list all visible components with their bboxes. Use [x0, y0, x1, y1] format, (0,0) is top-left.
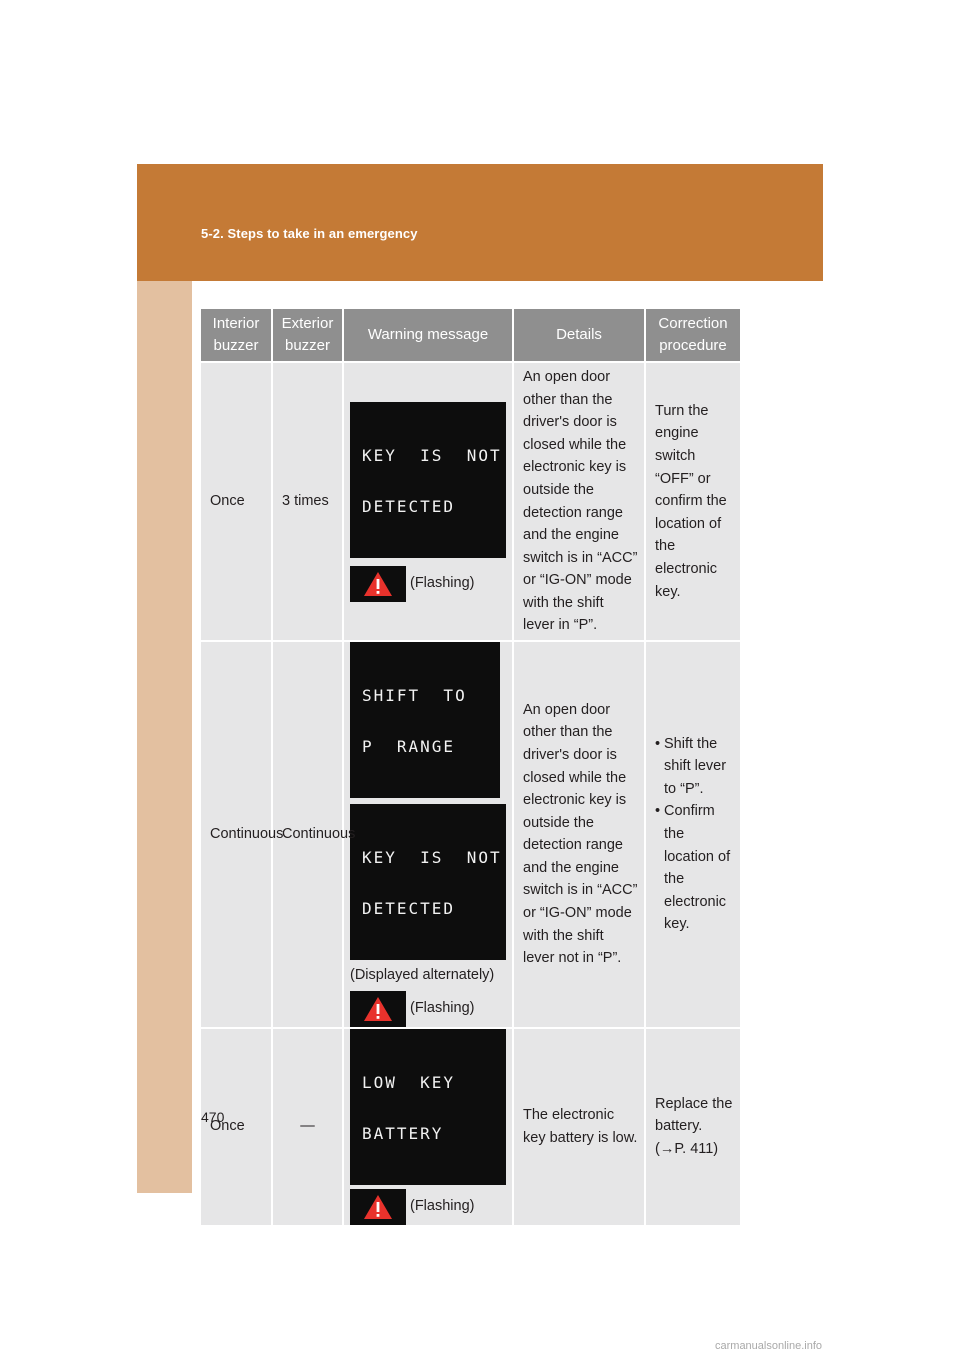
correction-cell [645, 641, 740, 1028]
alternate-note: (Displayed alternately) [350, 967, 495, 983]
watermark: carmanualsonline.info [715, 1340, 823, 1352]
interior-buzzer-cell: Continuous [201, 641, 272, 1028]
lcd-display: KEY IS NOT DETECTED [350, 402, 506, 558]
section-title: 5-2. Steps to take in an emergency [201, 226, 418, 241]
lcd-display: LOW KEY BATTERY [350, 1029, 506, 1185]
column-header: Exterior buzzer [272, 309, 343, 362]
details-cell: An open door other than the driver's door is closed while the electronic key is outside the detection range and the engine switch is in “ACC” or “IG-ON” mode with the shift lever in “P”. [513, 362, 645, 641]
exterior-buzzer-cell: Continuous [272, 641, 343, 1028]
warning-message-cell [343, 641, 513, 1028]
details-cell: The electronic key battery is low. [513, 1028, 645, 1225]
warning-triangle-icon [350, 991, 406, 1027]
list-item: • Shift the shift lever to “P”. [655, 733, 734, 801]
warning-message-cell [343, 1028, 513, 1225]
table-row [201, 1028, 740, 1225]
warning-indicator [350, 566, 506, 602]
details-cell: An open door other than the driver's door is closed while the electronic key is outside the detection range and the engine switch is in “ACC” or “IG-ON” mode with the shift lever not in “P”. [513, 641, 645, 1028]
warning-triangle-icon [350, 1189, 406, 1225]
exterior-buzzer-cell: — [272, 1028, 343, 1225]
flashing-label: (Flashing) [410, 575, 475, 592]
warning-indicator [350, 1189, 506, 1225]
interior-buzzer-cell: Once [201, 362, 272, 641]
side-strip [137, 281, 192, 1193]
column-header: Details [513, 309, 645, 362]
lcd-display: KEY IS NOT DETECTED [350, 804, 506, 960]
section-header-band [137, 164, 823, 281]
warning-indicator [350, 991, 506, 1027]
table-header-row [201, 309, 740, 362]
interior-buzzer-cell: Once [201, 1028, 272, 1225]
column-header: Warning message [343, 309, 513, 362]
column-header: Interior buzzer [201, 309, 272, 362]
warning-message-cell [343, 362, 513, 641]
lcd-display: SHIFT TO P RANGE [350, 642, 500, 798]
table-row [201, 641, 740, 1028]
list-item: • Confirm the location of the electronic key. [655, 800, 734, 936]
column-header: Correction procedure [645, 309, 740, 362]
exterior-buzzer-cell: 3 times [272, 362, 343, 641]
flashing-label: (Flashing) [410, 1198, 475, 1215]
flashing-label: (Flashing) [410, 1000, 475, 1017]
correction-cell: Replace the battery. (→P. 411) [645, 1028, 740, 1225]
warning-triangle-icon [350, 566, 406, 602]
warning-table [201, 309, 740, 1225]
correction-cell: Turn the engine switch “OFF” or confirm the location of the electronic key. [645, 362, 740, 641]
page-number: 470 [201, 1109, 225, 1125]
table-row [201, 362, 740, 641]
